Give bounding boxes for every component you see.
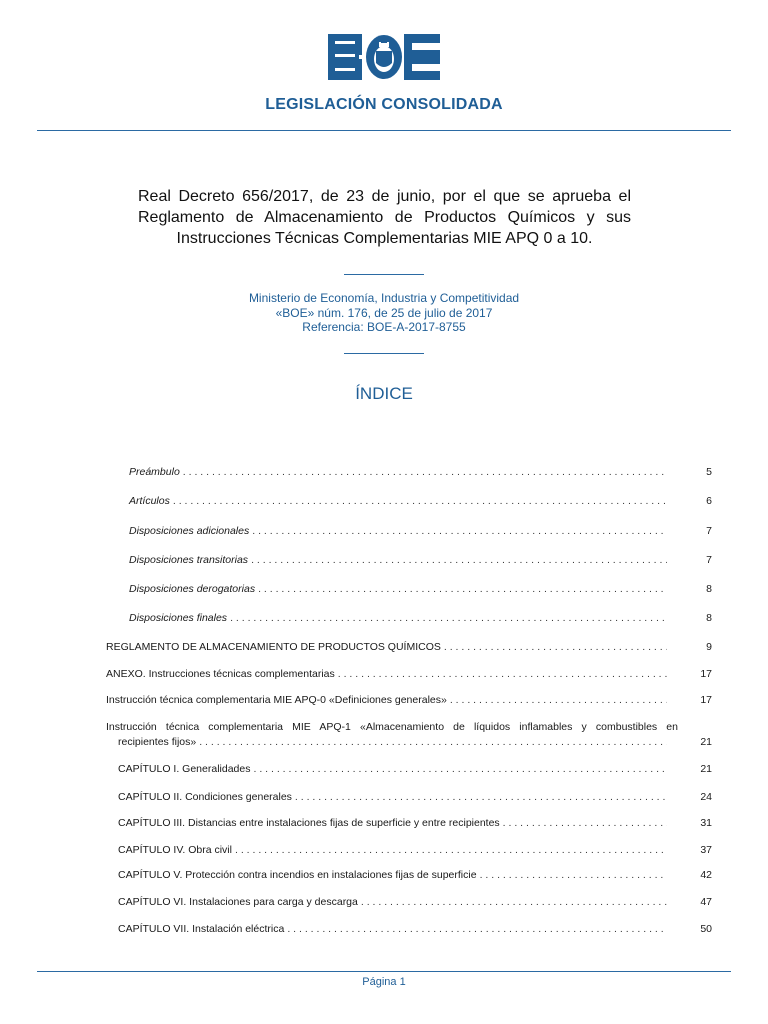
toc-page-number: 9	[706, 641, 712, 653]
document-meta	[0, 291, 768, 335]
page-number-footer: Página 1	[362, 976, 406, 988]
toc-page-number: 21	[700, 736, 712, 748]
toc-entry-label: ANEXO. Instrucciones técnicas complementarias	[106, 668, 335, 680]
toc-entry-label: Preámbulo	[129, 466, 180, 478]
toc-entry-label: Disposiciones transitorias	[129, 554, 249, 566]
toc-page-number: 47	[700, 896, 712, 908]
toc-page-number: 6	[706, 495, 712, 507]
toc-entry[interactable]	[129, 494, 670, 508]
toc-entry[interactable]	[106, 640, 670, 654]
toc-entry[interactable]	[129, 611, 670, 625]
toc-entry-label: Instrucción técnica complementaria MIE APQ-0 «Definiciones generales»	[106, 694, 447, 706]
toc-page-number: 8	[706, 612, 712, 624]
toc-page-number: 5	[706, 466, 712, 478]
toc-entry-label: Disposiciones finales	[129, 612, 228, 624]
toc-leader	[295, 790, 667, 804]
toc-entry-label: CAPÍTULO III. Distancias entre instalaciones fijas de superficie y entre recipientes	[118, 817, 500, 829]
toc-page-number: 8	[706, 583, 712, 595]
toc-entry-label: CAPÍTULO VII. Instalación eléctrica	[118, 923, 285, 935]
toc-leader	[183, 465, 667, 479]
toc-entry[interactable]	[118, 816, 670, 830]
boe-issue-line: «BOE» núm. 176, de 25 de julio de 2017	[275, 305, 493, 320]
toc-leader	[503, 816, 667, 830]
index-title: ÍNDICE	[355, 384, 413, 403]
toc-leader	[230, 611, 667, 625]
toc-entry-label-line2: recipientes fijos»	[118, 736, 197, 748]
toc-leader	[444, 640, 667, 654]
toc-leader	[251, 553, 667, 567]
toc-entry[interactable]	[118, 790, 670, 804]
toc-page-number: 24	[700, 791, 712, 803]
toc-entry[interactable]	[129, 582, 670, 596]
toc-leader	[287, 922, 667, 936]
toc-entry[interactable]	[118, 843, 670, 857]
toc-leader	[361, 895, 667, 909]
toc-page-number: 21	[700, 763, 712, 775]
toc-page-number: 42	[700, 869, 712, 881]
toc-entry-label: Disposiciones adicionales	[129, 525, 250, 537]
toc-entry[interactable]	[118, 895, 670, 909]
toc-leader	[252, 524, 667, 538]
toc-entry[interactable]	[106, 693, 670, 707]
toc-entry[interactable]	[129, 553, 670, 567]
toc-entry-label: REGLAMENTO DE ALMACENAMIENTO DE PRODUCTOS QUÍMICOS	[106, 641, 441, 653]
header-divider	[37, 130, 731, 131]
reference-line: Referencia: BOE-A-2017-8755	[302, 320, 466, 334]
toc-entry-label: CAPÍTULO IV. Obra civil	[118, 844, 232, 856]
toc-entry-label: CAPÍTULO VI. Instalaciones para carga y descarga	[118, 896, 358, 908]
toc-leader	[480, 868, 667, 882]
toc-page-number: 37	[700, 844, 712, 856]
toc-entry-label: Disposiciones derogatorias	[129, 583, 256, 595]
toc-entry-continuation[interactable]	[118, 735, 670, 749]
toc-leader	[199, 735, 667, 749]
toc-leader	[258, 582, 667, 596]
toc-page-number: 50	[700, 923, 712, 935]
toc-entry[interactable]	[129, 524, 670, 538]
toc-entry-label: CAPÍTULO V. Protección contra incendios en instalaciones fijas de superficie	[118, 869, 477, 881]
toc-entry[interactable]	[118, 922, 670, 936]
toc-entry-label: CAPÍTULO II. Condiciones generales	[118, 791, 292, 803]
section-title: LEGISLACIÓN CONSOLIDADA	[265, 96, 503, 113]
toc-page-number: 17	[700, 668, 712, 680]
toc-entry-label: CAPÍTULO I. Generalidades	[118, 763, 251, 775]
boe-logo	[328, 34, 440, 80]
toc-entry[interactable]	[118, 868, 670, 882]
toc-leader	[338, 667, 667, 681]
footer-divider	[37, 971, 731, 972]
toc-leader	[235, 843, 667, 857]
toc-entry[interactable]	[118, 762, 670, 776]
toc-entry[interactable]	[106, 667, 670, 681]
toc-leader	[450, 693, 667, 707]
toc-page-number: 7	[706, 525, 712, 537]
meta-divider-top	[344, 274, 424, 275]
toc-entry[interactable]	[129, 465, 670, 479]
toc-leader	[253, 762, 667, 776]
toc-entry-label-line1: Instrucción técnica complementaria MIE APQ-1 «Almacenamiento de líquidos inflamables y combustibles en	[106, 721, 678, 733]
toc-page-number: 17	[700, 694, 712, 706]
meta-divider-bottom	[344, 353, 424, 354]
toc-page-number: 31	[700, 817, 712, 829]
ministry-line: Ministerio de Economía, Industria y Competitividad	[248, 291, 520, 305]
toc-entry-multiline[interactable]	[106, 720, 678, 734]
document-title: Real Decreto 656/2017, de 23 de junio, por el que se aprueba el Reglamento de Almacenamiento de Productos Químicos y sus Instrucciones Técnicas Complementarias MIE APQ 0 a 10.	[138, 188, 631, 247]
toc-page-number: 7	[706, 554, 712, 566]
toc-entry-label: Artículos	[129, 495, 170, 507]
toc-leader	[173, 494, 667, 508]
